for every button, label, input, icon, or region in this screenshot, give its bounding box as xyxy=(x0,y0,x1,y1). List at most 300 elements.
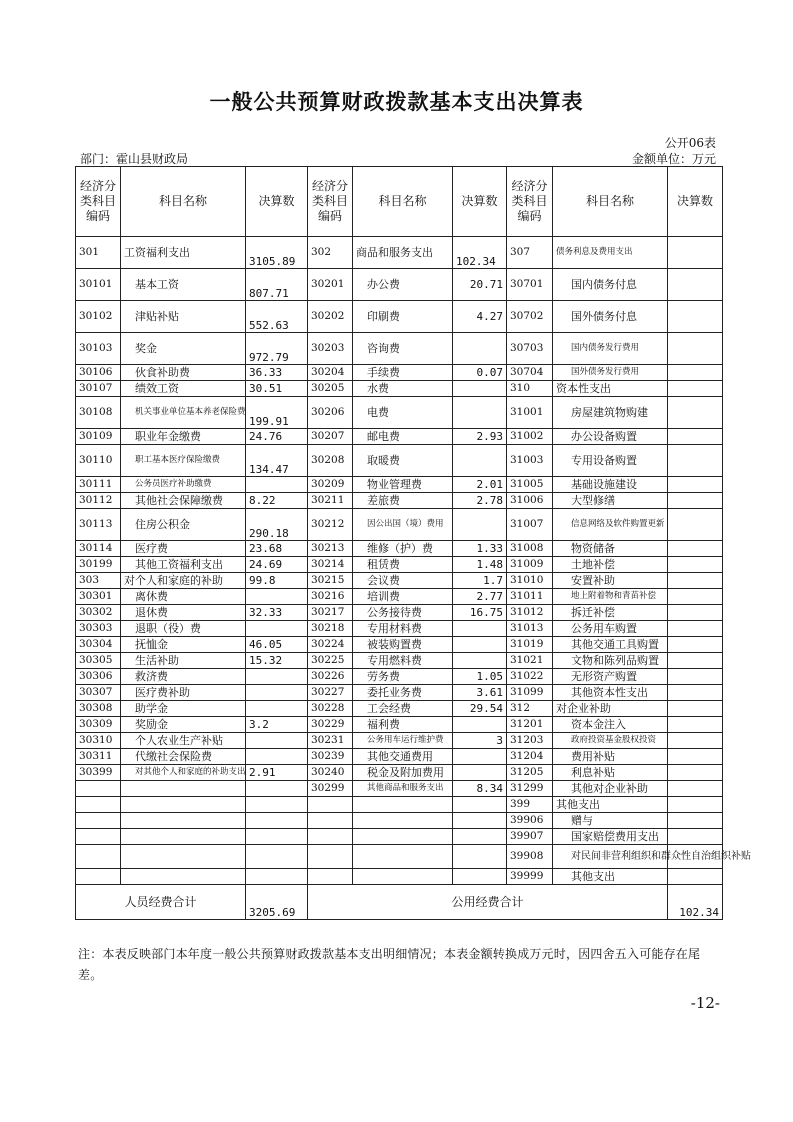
item-name-cell: 代缴社会保险费 xyxy=(121,749,246,765)
item-name-cell: 费用补贴 xyxy=(553,749,668,765)
code-cell: 302 xyxy=(308,237,353,269)
amount-cell xyxy=(668,701,723,717)
code-cell: 303 xyxy=(76,573,121,589)
header-name: 科目名称 xyxy=(553,167,668,237)
amount-cell: 4.27 xyxy=(453,301,507,333)
expenditure-table xyxy=(75,166,751,920)
item-name-cell: 土地补偿 xyxy=(553,557,668,573)
amount-cell: 2.77 xyxy=(453,589,507,605)
amount-cell xyxy=(453,765,507,781)
code-cell xyxy=(76,845,121,869)
item-name-cell: 专用设备购置 xyxy=(553,445,668,477)
amount-cell xyxy=(668,557,723,573)
amount-cell: 24.69 xyxy=(246,557,308,573)
amount-cell: 23.68 xyxy=(246,541,308,557)
code-cell: 30107 xyxy=(76,381,121,397)
amount-cell: 2.01 xyxy=(453,477,507,493)
item-name-cell: 劳务费 xyxy=(353,669,453,685)
item-name-cell: 拆迁补偿 xyxy=(553,605,668,621)
item-name-cell: 公务用车运行维护费 xyxy=(353,733,453,749)
item-name-cell: 其他支出 xyxy=(553,797,668,813)
amount-cell: 30.51 xyxy=(246,381,308,397)
item-name-cell: 国家赔偿费用支出 xyxy=(553,829,668,845)
code-cell: 30102 xyxy=(76,301,121,333)
amount-cell: 15.32 xyxy=(246,653,308,669)
code-cell: 30301 xyxy=(76,589,121,605)
table-row xyxy=(76,237,723,269)
personnel-total-value: 3205.69 xyxy=(246,885,308,920)
item-name-cell: 印刷费 xyxy=(353,301,453,333)
item-name-cell: 退休费 xyxy=(121,605,246,621)
code-cell: 30214 xyxy=(308,557,353,573)
amount-cell xyxy=(668,717,723,733)
code-cell: 399 xyxy=(507,797,553,813)
code-cell: 30212 xyxy=(308,509,353,541)
table-row xyxy=(76,333,723,365)
amount-cell: 20.71 xyxy=(453,269,507,301)
header-name: 科目名称 xyxy=(121,167,246,237)
page-number: -12- xyxy=(690,994,720,1012)
footnote: 注：本表反映部门本年度一般公共预算财政拨款基本支出明细情况；本表金额转换成万元时，因四舍五入可能存在尾差。 xyxy=(78,947,701,982)
code-cell: 30113 xyxy=(76,509,121,541)
amount-cell xyxy=(668,685,723,701)
item-name-cell: 对企业补助 xyxy=(553,701,668,717)
item-name-cell: 退职（役）费 xyxy=(121,621,246,637)
code-cell xyxy=(76,869,121,885)
amount-cell xyxy=(668,269,723,301)
table-row xyxy=(76,557,723,573)
code-cell: 30103 xyxy=(76,333,121,365)
amount-cell xyxy=(453,445,507,477)
code-cell: 30208 xyxy=(308,445,353,477)
item-name-cell: 其他商品和服务支出 xyxy=(353,781,453,797)
amount-cell xyxy=(668,829,723,845)
code-cell: 30399 xyxy=(76,765,121,781)
amount-cell xyxy=(246,829,308,845)
amount-cell xyxy=(668,869,723,885)
code-cell: 30207 xyxy=(308,429,353,445)
item-name-cell: 邮电费 xyxy=(353,429,453,445)
amount-cell xyxy=(668,749,723,765)
table-row xyxy=(76,701,723,717)
amount-cell xyxy=(453,717,507,733)
code-cell: 30204 xyxy=(308,365,353,381)
table-code: 公开06表 xyxy=(664,136,716,150)
amount-cell: 2.91 xyxy=(246,765,308,781)
code-cell: 30114 xyxy=(76,541,121,557)
amount-cell: 1.7 xyxy=(453,573,507,589)
item-name-cell: 国内债务发行费用 xyxy=(553,333,668,365)
amount-cell: 29.54 xyxy=(453,701,507,717)
amount-cell xyxy=(668,397,723,429)
code-cell: 30216 xyxy=(308,589,353,605)
amount-cell: 290.18 xyxy=(246,509,308,541)
header-row xyxy=(76,167,723,237)
item-name-cell: 无形资产购置 xyxy=(553,669,668,685)
item-name-cell: 物业管理费 xyxy=(353,477,453,493)
amount-cell xyxy=(668,605,723,621)
code-cell xyxy=(76,781,121,797)
item-name-cell: 手续费 xyxy=(353,365,453,381)
amount-cell xyxy=(668,477,723,493)
amount-cell xyxy=(246,701,308,717)
code-cell xyxy=(308,869,353,885)
item-name-cell: 机关事业单位基本养老保险费 xyxy=(121,397,246,429)
item-name-cell xyxy=(121,869,246,885)
code-cell: 31099 xyxy=(507,685,553,701)
item-name-cell: 福利费 xyxy=(353,717,453,733)
code-cell: 30109 xyxy=(76,429,121,445)
item-name-cell: 对个人和家庭的补助 xyxy=(121,573,246,589)
amount-cell xyxy=(668,333,723,365)
code-cell: 30310 xyxy=(76,733,121,749)
table-row xyxy=(76,365,723,381)
item-name-cell: 会议费 xyxy=(353,573,453,589)
table-row xyxy=(76,589,723,605)
item-name-cell: 专用材料费 xyxy=(353,621,453,637)
item-name-cell: 工资福利支出 xyxy=(121,237,246,269)
code-cell: 30213 xyxy=(308,541,353,557)
code-cell: 30311 xyxy=(76,749,121,765)
code-cell: 30112 xyxy=(76,493,121,509)
item-name-cell: 其他交通费用 xyxy=(353,749,453,765)
code-cell: 31002 xyxy=(507,429,553,445)
item-name-cell: 其他工资福利支出 xyxy=(121,557,246,573)
item-name-cell: 国外债务发行费用 xyxy=(553,365,668,381)
table-row xyxy=(76,813,723,829)
amount-cell xyxy=(668,365,723,381)
code-cell: 30226 xyxy=(308,669,353,685)
table-row xyxy=(76,685,723,701)
item-name-cell: 奖金 xyxy=(121,333,246,365)
code-cell xyxy=(76,797,121,813)
table-row xyxy=(76,573,723,589)
item-name-cell: 公务用车购置 xyxy=(553,621,668,637)
code-cell: 30217 xyxy=(308,605,353,621)
amount-cell xyxy=(668,637,723,653)
amount-cell: 3105.89 xyxy=(246,237,308,269)
table-row xyxy=(76,733,723,749)
amount-cell: 8.22 xyxy=(246,493,308,509)
code-cell: 30108 xyxy=(76,397,121,429)
amount-cell xyxy=(668,621,723,637)
item-name-cell: 政府投资基金股权投资 xyxy=(553,733,668,749)
amount-cell xyxy=(453,797,507,813)
code-cell: 31204 xyxy=(507,749,553,765)
item-name-cell: 赠与 xyxy=(553,813,668,829)
code-cell: 30703 xyxy=(507,333,553,365)
amount-cell: 36.33 xyxy=(246,365,308,381)
code-cell: 30302 xyxy=(76,605,121,621)
table-body xyxy=(76,237,751,885)
table-row xyxy=(76,829,723,845)
code-cell xyxy=(308,813,353,829)
code-cell: 30199 xyxy=(76,557,121,573)
table-row xyxy=(76,781,723,797)
item-name-cell: 职工基本医疗保险缴费 xyxy=(121,445,246,477)
code-cell: 30239 xyxy=(308,749,353,765)
amount-cell xyxy=(246,749,308,765)
code-cell: 30309 xyxy=(76,717,121,733)
item-name-cell: 债务利息及费用支出 xyxy=(553,237,668,269)
amount-cell xyxy=(668,653,723,669)
item-name-cell: 利息补贴 xyxy=(553,765,668,781)
item-name-cell: 其他社会保障缴费 xyxy=(121,493,246,509)
amount-cell xyxy=(453,333,507,365)
item-name-cell: 电费 xyxy=(353,397,453,429)
item-name-cell: 对其他个人和家庭的补助支出 xyxy=(121,765,246,781)
amount-cell: 807.71 xyxy=(246,269,308,301)
code-cell: 31013 xyxy=(507,621,553,637)
item-name-cell: 医疗费 xyxy=(121,541,246,557)
table-row xyxy=(76,605,723,621)
amount-cell xyxy=(246,813,308,829)
amount-cell xyxy=(246,477,308,493)
amount-cell xyxy=(668,813,723,829)
amount-cell xyxy=(453,653,507,669)
table-row xyxy=(76,749,723,765)
item-name-cell: 信息网络及软件购置更新 xyxy=(553,509,668,541)
item-name-cell: 个人农业生产补贴 xyxy=(121,733,246,749)
code-cell: 31008 xyxy=(507,541,553,557)
item-name-cell: 生活补助 xyxy=(121,653,246,669)
table-row xyxy=(76,397,723,429)
header-code: 经济分类科目编码 xyxy=(76,167,121,237)
item-name-cell: 资本金注入 xyxy=(553,717,668,733)
code-cell: 31010 xyxy=(507,573,553,589)
item-name-cell: 国内债务付息 xyxy=(553,269,668,301)
code-cell: 307 xyxy=(507,237,553,269)
item-name-cell: 对民间非营利组织和群众性自治组织补贴 xyxy=(553,845,668,869)
amount-cell xyxy=(453,845,507,869)
item-name-cell: 商品和服务支出 xyxy=(353,237,453,269)
amount-cell: 24.76 xyxy=(246,429,308,445)
item-name-cell: 被装购置费 xyxy=(353,637,453,653)
item-name-cell: 委托业务费 xyxy=(353,685,453,701)
code-cell: 31012 xyxy=(507,605,553,621)
code-cell: 30228 xyxy=(308,701,353,717)
table-row xyxy=(76,541,723,557)
item-name-cell: 住房公积金 xyxy=(121,509,246,541)
item-name-cell: 培训费 xyxy=(353,589,453,605)
amount-cell: 3 xyxy=(453,733,507,749)
code-cell: 30206 xyxy=(308,397,353,429)
amount-cell xyxy=(668,429,723,445)
item-name-cell: 办公设备购置 xyxy=(553,429,668,445)
item-name-cell: 基础设施建设 xyxy=(553,477,668,493)
code-cell: 310 xyxy=(507,381,553,397)
code-cell: 39999 xyxy=(507,869,553,885)
code-cell: 30303 xyxy=(76,621,121,637)
code-cell: 30307 xyxy=(76,685,121,701)
amount-cell: 0.07 xyxy=(453,365,507,381)
item-name-cell xyxy=(121,781,246,797)
amount-cell: 3.2 xyxy=(246,717,308,733)
item-name-cell: 公务接待费 xyxy=(353,605,453,621)
item-name-cell xyxy=(121,845,246,869)
amount-cell xyxy=(668,237,723,269)
code-cell: 30111 xyxy=(76,477,121,493)
amount-cell xyxy=(668,573,723,589)
amount-cell: 8.34 xyxy=(453,781,507,797)
item-name-cell: 救济费 xyxy=(121,669,246,685)
item-name-cell xyxy=(353,869,453,885)
unit-label: 金额单位：万元 xyxy=(631,152,716,166)
item-name-cell: 租赁费 xyxy=(353,557,453,573)
item-name-cell: 房屋建筑物购建 xyxy=(553,397,668,429)
code-cell: 30215 xyxy=(308,573,353,589)
amount-cell xyxy=(668,509,723,541)
amount-cell xyxy=(453,829,507,845)
item-name-cell: 其他资本性支出 xyxy=(553,685,668,701)
code-cell: 30305 xyxy=(76,653,121,669)
item-name-cell: 离休费 xyxy=(121,589,246,605)
code-cell: 30211 xyxy=(308,493,353,509)
amount-cell: 102.34 xyxy=(453,237,507,269)
code-cell: 30209 xyxy=(308,477,353,493)
code-cell xyxy=(308,829,353,845)
table-row xyxy=(76,621,723,637)
table-row xyxy=(76,477,723,493)
code-cell xyxy=(76,813,121,829)
code-cell: 31021 xyxy=(507,653,553,669)
item-name-cell: 安置补助 xyxy=(553,573,668,589)
code-cell: 31201 xyxy=(507,717,553,733)
amount-cell: 972.79 xyxy=(246,333,308,365)
page-title: 一般公共预算财政拨款基本支出决算表 xyxy=(209,89,584,114)
code-cell: 30304 xyxy=(76,637,121,653)
table-row xyxy=(76,269,723,301)
amount-cell xyxy=(668,541,723,557)
header-name: 科目名称 xyxy=(353,167,453,237)
amount-cell xyxy=(668,765,723,781)
amount-cell xyxy=(453,621,507,637)
item-name-cell: 取暖费 xyxy=(353,445,453,477)
item-name-cell: 其他支出 xyxy=(553,869,668,885)
amount-cell xyxy=(246,733,308,749)
amount-cell: 2.93 xyxy=(453,429,507,445)
code-cell xyxy=(308,845,353,869)
amount-cell xyxy=(246,669,308,685)
item-name-cell xyxy=(353,813,453,829)
item-name-cell: 工会经费 xyxy=(353,701,453,717)
code-cell: 31006 xyxy=(507,493,553,509)
code-cell: 30202 xyxy=(308,301,353,333)
code-cell: 30218 xyxy=(308,621,353,637)
item-name-cell: 津贴补贴 xyxy=(121,301,246,333)
item-name-cell: 其他交通工具购置 xyxy=(553,637,668,653)
code-cell: 31001 xyxy=(507,397,553,429)
table-row xyxy=(76,381,723,397)
code-cell: 30701 xyxy=(507,269,553,301)
table-row xyxy=(76,301,723,333)
item-name-cell: 专用燃料费 xyxy=(353,653,453,669)
code-cell: 31007 xyxy=(507,509,553,541)
header-code: 经济分类科目编码 xyxy=(507,167,553,237)
amount-cell xyxy=(246,621,308,637)
code-cell: 39908 xyxy=(507,845,553,869)
amount-cell xyxy=(668,493,723,509)
amount-cell xyxy=(246,869,308,885)
item-name-cell: 维修（护）费 xyxy=(353,541,453,557)
item-name-cell: 伙食补助费 xyxy=(121,365,246,381)
table-row xyxy=(76,429,723,445)
code-cell: 30201 xyxy=(308,269,353,301)
code-cell: 30231 xyxy=(308,733,353,749)
header-amount: 决算数 xyxy=(246,167,308,237)
amount-cell xyxy=(668,301,723,333)
public-total-value: 102.34 xyxy=(668,885,723,920)
table-row xyxy=(76,869,723,885)
amount-cell: 46.05 xyxy=(246,637,308,653)
code-cell: 31022 xyxy=(507,669,553,685)
item-name-cell: 资本性支出 xyxy=(553,381,668,397)
amount-cell: 1.48 xyxy=(453,557,507,573)
department-label: 部门：霍山县财政局 xyxy=(80,152,189,166)
amount-cell xyxy=(668,589,723,605)
amount-cell: 199.91 xyxy=(246,397,308,429)
table-row xyxy=(76,653,723,669)
amount-cell xyxy=(453,749,507,765)
amount-cell: 552.63 xyxy=(246,301,308,333)
code-cell: 30306 xyxy=(76,669,121,685)
amount-cell xyxy=(453,381,507,397)
amount-cell xyxy=(668,669,723,685)
item-name-cell xyxy=(121,797,246,813)
table-row xyxy=(76,445,723,477)
code-cell: 30110 xyxy=(76,445,121,477)
header-amount: 决算数 xyxy=(668,167,723,237)
code-cell: 30227 xyxy=(308,685,353,701)
amount-cell xyxy=(453,637,507,653)
table-row xyxy=(76,637,723,653)
item-name-cell: 医疗费补助 xyxy=(121,685,246,701)
code-cell: 31203 xyxy=(507,733,553,749)
amount-cell xyxy=(246,781,308,797)
code-cell: 30299 xyxy=(308,781,353,797)
code-cell: 301 xyxy=(76,237,121,269)
code-cell xyxy=(308,797,353,813)
item-name-cell xyxy=(353,797,453,813)
table-row xyxy=(76,717,723,733)
item-name-cell: 绩效工资 xyxy=(121,381,246,397)
code-cell: 31205 xyxy=(507,765,553,781)
code-cell: 30308 xyxy=(76,701,121,717)
table-row xyxy=(76,765,723,781)
table-row xyxy=(76,669,723,685)
code-cell: 31011 xyxy=(507,589,553,605)
amount-cell xyxy=(246,845,308,869)
amount-cell xyxy=(453,869,507,885)
item-name-cell: 办公费 xyxy=(353,269,453,301)
amount-cell xyxy=(668,445,723,477)
code-cell: 30224 xyxy=(308,637,353,653)
totals-row xyxy=(76,885,723,920)
code-cell: 30205 xyxy=(308,381,353,397)
amount-cell xyxy=(668,781,723,797)
item-name-cell: 公务员医疗补助缴费 xyxy=(121,477,246,493)
code-cell: 31009 xyxy=(507,557,553,573)
item-name-cell xyxy=(353,829,453,845)
table-row xyxy=(76,493,723,509)
code-cell: 30203 xyxy=(308,333,353,365)
code-cell: 30225 xyxy=(308,653,353,669)
amount-cell: 134.47 xyxy=(246,445,308,477)
table-row xyxy=(76,845,723,869)
amount-cell xyxy=(246,589,308,605)
amount-cell xyxy=(246,797,308,813)
code-cell: 31003 xyxy=(507,445,553,477)
